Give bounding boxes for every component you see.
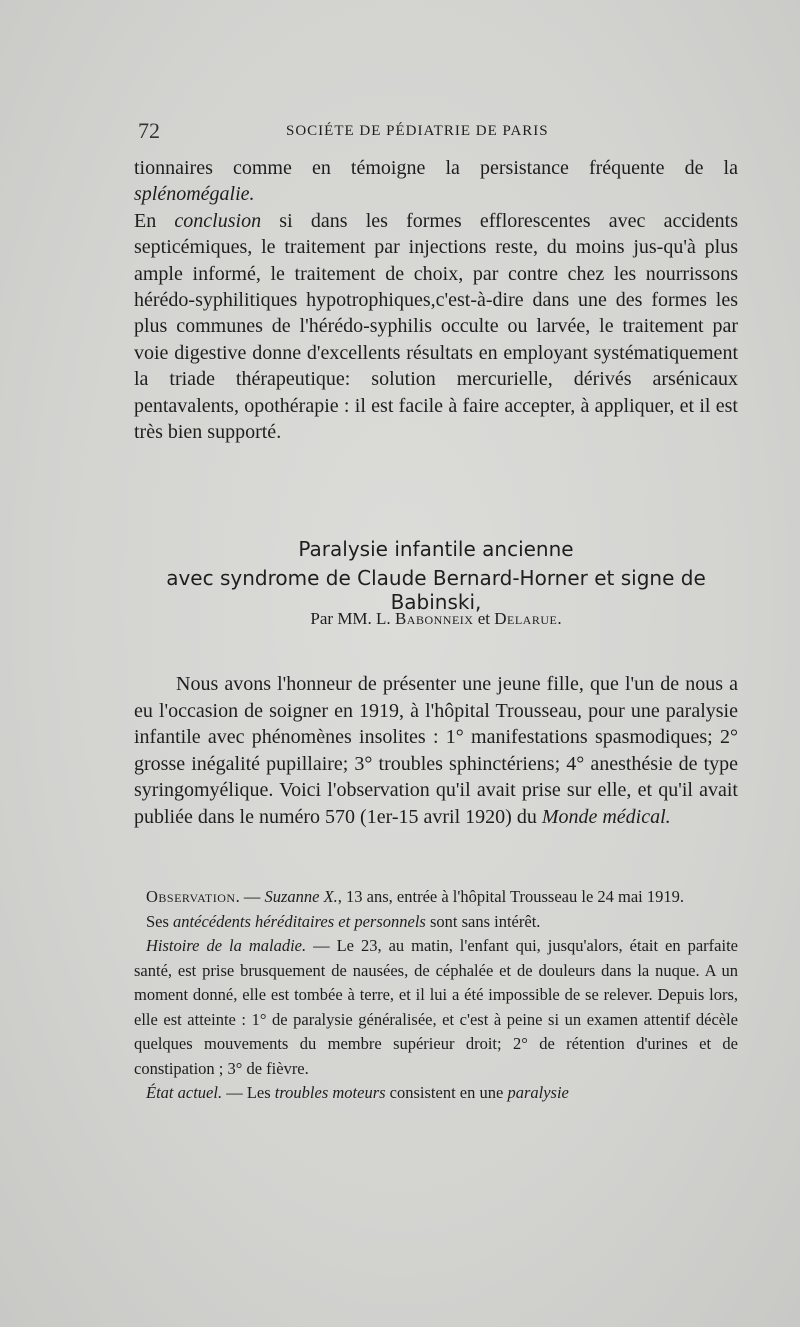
article-title-line-2: avec syndrome de Claude Bernard-Horner et signe de Babinski,	[166, 566, 706, 614]
article-title-line-1: Paralysie infantile ancienne	[298, 537, 574, 561]
observation-antecedents: Ses antécédents héréditaires et personnels sont sans intérêt.	[146, 911, 541, 931]
paragraph: tionnaires comme en témoigne la persistance fréquente de la splénomégalie.	[134, 157, 738, 206]
patient-name: Suzanne X.	[264, 887, 338, 906]
paragraph-conclusion: En conclusion si dans les formes efflorescentes avec accidents septicémiques, le traitement par injections reste, du moins jus-qu'à plus ample informé, le traitement de choix, par contre chez les nourrissons hérédo-syphilitiques hypotrophiques,c'est-à-dire dans une des formes les plus communes de l'hérédo-syphilis occulte ou larvée, le traitement par voie digestive donne d'excellents résultats en employant systématiquement la triade thérapeutique: solution mercurielle, dérivés arsénicaux pentavalents, opothérapie : il est facile à faire accepter, à appliquer, et il est très bien supporté.	[134, 209, 738, 444]
observation-history: Histoire de la maladie. — Le 23, au matin, l'enfant qui, jusqu'alors, était en parfaite santé, est prise brusquement de nausées, de céphalée et de douleurs dans la nuque. A un moment donné, elle est tombée à terre, et il lui a été impossible de se relever. Depuis lors, elle est atteinte : 1° de paralysie généralisée, et c'est à peine si un examen attentif décèle quelques mouvements du membre supérieur droit; 2° de rétention d'urines et de constipation ; 3° de fièvre.	[134, 936, 738, 1078]
article-authors: Par MM. L. Babonneix et Delarue.	[310, 609, 562, 628]
article-body	[134, 671, 738, 830]
observation-label: Observation	[146, 887, 236, 906]
running-head: SOCIÉTE DE PÉDIATRIE DE PARIS	[286, 123, 549, 139]
observation-block	[134, 885, 738, 1106]
author-name: Delarue	[494, 609, 558, 628]
page-number: 72	[138, 118, 160, 143]
section-continuation	[134, 155, 738, 445]
observation-current-state: État actuel. — Les troubles moteurs consistent en une paralysie	[146, 1083, 569, 1102]
author-name: Babonneix	[394, 609, 474, 628]
paragraph-introduction: Nous avons l'honneur de présenter une jeune fille, que l'un de nous a eu l'occasion de soigner en 1919, à l'hôpital Trousseau, pour une paralysie infantile avec phénomènes insolites : 1° manifestations spasmodiques; 2° grosse inégalité pupillaire; 3° troubles sphinctériens; 4° anesthésie de type syringomyélique. Voici l'observation qu'il avait prise sur elle, et qu'il avait publiée dans le numéro 570 (1er-15 avril 1920) du Monde médical.	[134, 673, 738, 828]
observation-header: Observation. — Suzanne X., 13 ans, entrée à l'hôpital Trousseau le 24 mai 1919.	[146, 887, 685, 906]
page-header	[134, 118, 738, 148]
